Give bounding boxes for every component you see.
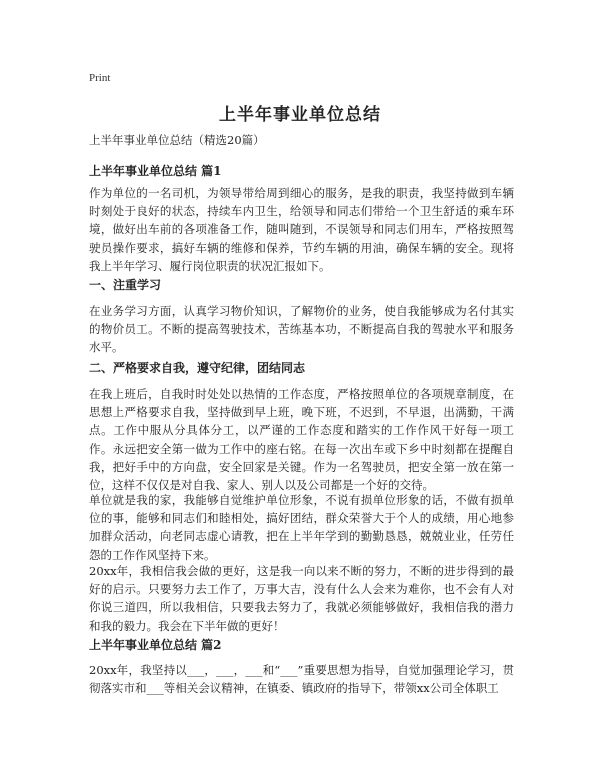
document-title: 上半年事业单位总结 — [219, 105, 381, 125]
heading-discipline: 二、严格要求自我，遵守纪律，团结同志 — [89, 361, 306, 375]
section-heading-1: 上半年事业单位总结 篇1 — [89, 164, 222, 178]
document-subtitle: 上半年事业单位总结（精选20篇） — [89, 133, 265, 147]
paragraph-5: 20xx年，我相信我会做的更好，这是我一向以来不断的努力，不断的进步得到的最好的启示。只要努力去工作了，万事大吉，没有什么人会来为难你，也不会有人对你说三道四，所以我相信，只要我去努力了，我就必须能够做好，我相信我的潜力和我的毅力。我会在下半年做的更好！ — [89, 564, 514, 633]
paragraph-2: 在业务学习方面，认真学习物价知识，了解物价的业务，使自我能够成为名付其实的物价员工。不断的提高驾驶技术，苦练基本功，不断提高自我的驾驶水平和服务水平。 — [89, 304, 514, 355]
paragraph-4: 单位就是我的家，我能够自觉维护单位形象，不说有损单位形象的话，不做有损单位的事，能够和同志们和睦相处，搞好团结，群众荣誉大于个人的成绩，用心地参加群众活动，向老同志虚心请教，把在上半年学到的勤勤恳恳，兢兢业业，任劳任怨的工作作风坚持下来。 — [89, 493, 514, 562]
paragraph-1: 作为单位的一名司机，为领导带给周到细心的服务，是我的职责，我坚持做到车辆时刻处于良好的状态，持续车内卫生，给领导和同志们带给一个卫生舒适的乘车环境，做好出车前的各项准备工作，随叫随到，不误领导和同志们用车，严格按照驾驶员操作要求，搞好车辆的维修和保养，节约车辆的用油，确保车辆的安全。现将我上半年学习、履行岗位职责的状况汇报如下。 — [89, 186, 514, 273]
paragraph-3: 在我上班后，自我时时处处以热情的工作态度，严格按照单位的各项规章制度，在思想上严格要求自我，坚持做到早上班，晚下班，不迟到，不早退，出满勤，干满点。工作中服从分具体分工，以严谨的工作态度和踏实的工作作风干好每一项工作。永远把安全第一做为工作中的座右铭。在每一次出车或下乡中时刻都在提醒自我，把好手中的方向盘，安全回家是关键。作为一名驾驶员，把安全第一放在第一位，这样不仅仅是对自我、家人、别人以及公司都是一个好的交待。 — [89, 387, 514, 493]
section-heading-2: 上半年事业单位总结 篇2 — [89, 638, 222, 652]
print-label[interactable]: Print — [89, 72, 111, 84]
paragraph-6: 20xx年，我坚持以___，___，___和“___”重要思想为指导，自觉加强理论学习，贯彻落实市和___等相关会议精神，在镇委、镇政府的指导下，带领xx公司全体职工 — [89, 663, 514, 696]
heading-study: 一、注重学习 — [89, 278, 162, 292]
